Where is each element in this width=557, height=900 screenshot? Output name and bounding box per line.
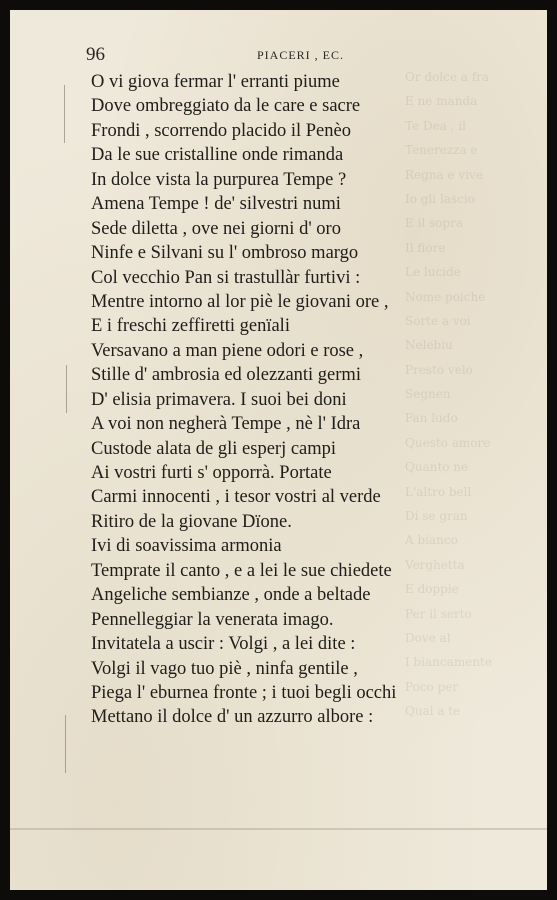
running-head: PIACERI , EC. [257, 48, 345, 62]
pencil-mark [65, 715, 66, 773]
verse-line: Pennelleggiar la venerata imago. [91, 609, 334, 630]
verse-line: Temprate il canto , e a lei le sue chiedete [91, 560, 392, 581]
verse-line: Ivi di soavissima armonia [91, 536, 282, 557]
page-number: 96 [86, 44, 105, 65]
verse-block [91, 70, 471, 730]
verse-line: Ritiro de la giovane Dïone. [91, 511, 292, 532]
verse-line: Angeliche sembianze , onde a beltade [91, 585, 371, 606]
verse-line: Stille d' ambrosia ed olezzanti germi [91, 365, 361, 386]
verse-line: Dove ombreggiato da le care e sacre [91, 96, 361, 117]
verse-line: Custode alata de gli esperj campi [91, 438, 337, 459]
verse-line: A voi non negherà Tempe , nè l' Idra [91, 414, 361, 435]
verse-line: Piega l' eburnea fronte ; i tuoi begli occhi [91, 682, 397, 703]
verse-line: Carmi innocenti , i tesor vostri al verde [91, 487, 381, 508]
verse-line: Mentre intorno al lor piè le giovani ore , [91, 291, 389, 312]
pencil-mark [66, 365, 67, 413]
verse-line: Ninfe e Silvani su l' ombroso margo [91, 243, 359, 264]
page-fold-line [10, 828, 547, 830]
page-header [10, 44, 547, 68]
book-page [10, 10, 547, 890]
show-through-text: Or dolce a fra E ne manda Te Dea , il Tenerezza e Regna e vive Io gli lascio E il sopra Il fiore Le lucide Nome poiche Sorte a voi Nelebiu Presto velo Segnen Fan ludo Questo amore Quanto ne L'altro bell Di se gran A bianco Verghetta E doppie Per il serto Dove al I biancamente Poco per Qual a te [405, 70, 492, 719]
verse-line: Ai vostri furti s' opporrà. Portate [91, 463, 332, 483]
verse-line: Versavano a man piene odori e rose , [91, 340, 364, 361]
verse-line: Invitatela a uscir : Volgi , a lei dite : [91, 634, 356, 655]
verse-line: Volgi il vago tuo piè , ninfa gentile , [91, 658, 358, 679]
verse-line: Col vecchio Pan si trastullàr furtivi : [91, 267, 361, 288]
verse-line: O vi giova fermar l' erranti piume [91, 72, 340, 92]
verse-line: D' elisia primavera. I suoi bei doni [91, 389, 347, 410]
verse-line: E i freschi zeffiretti genïali [91, 316, 290, 337]
pencil-mark [64, 85, 65, 143]
verse-line: Mettano il dolce d' un azzurro albore : [91, 707, 374, 728]
verse-line: Da le sue cristalline onde rimanda [91, 145, 344, 166]
verse-line: Sede diletta , ove nei giorni d' oro [91, 218, 341, 239]
verse-line: In dolce vista la purpurea Tempe ? [91, 169, 347, 190]
verse-line: Frondi , scorrendo placido il Penèo [91, 120, 351, 141]
verse-line: Amena Tempe ! de' silvestri numi [91, 194, 341, 215]
